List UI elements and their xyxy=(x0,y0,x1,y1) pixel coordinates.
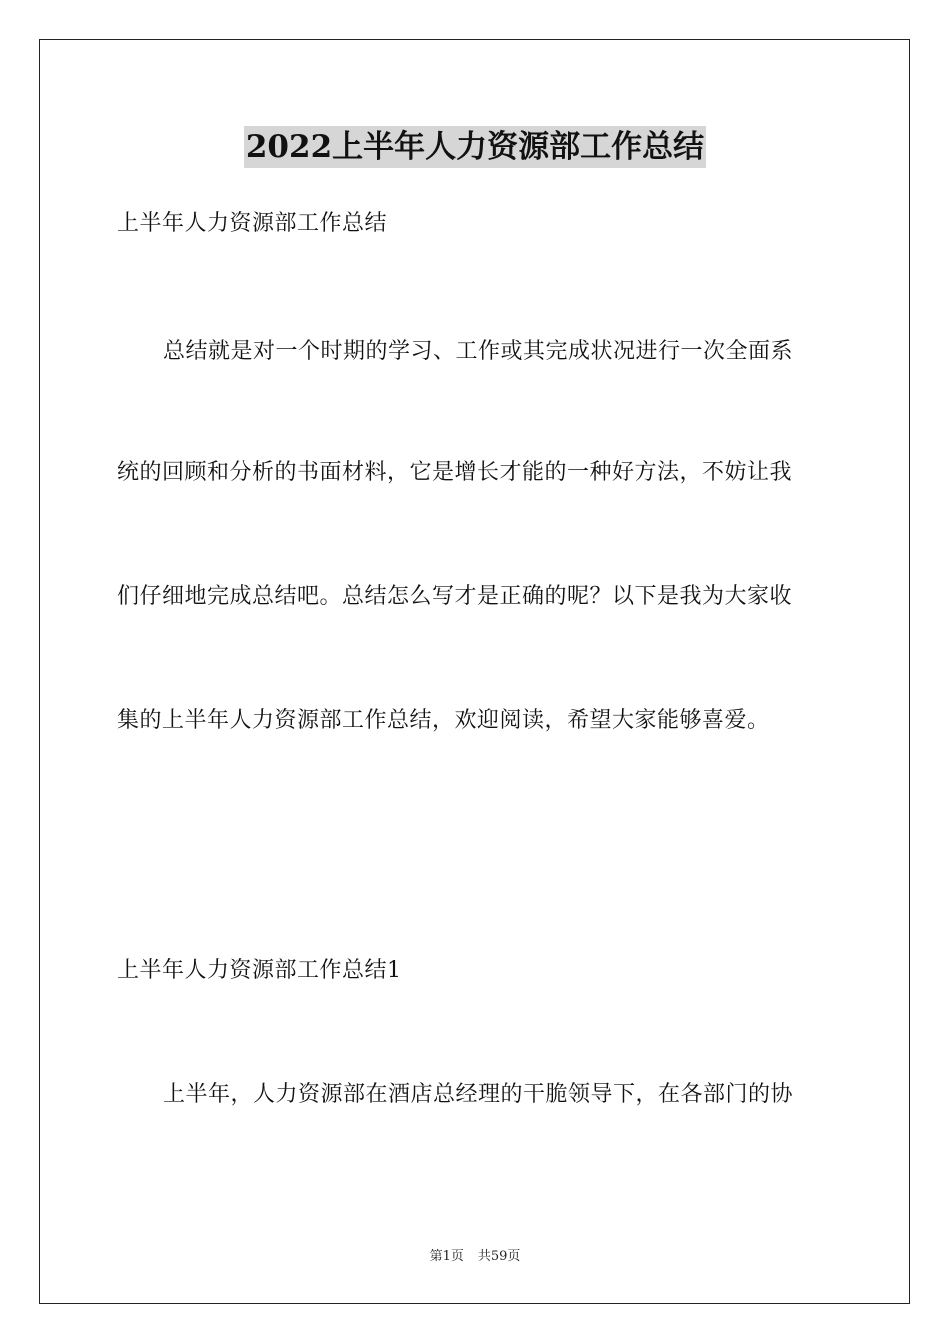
section-heading: 上半年人力资源部工作总结1 xyxy=(117,958,402,983)
intro-line-3: 们仔细地完成总结吧。总结怎么写才是正确的呢？以下是我为大家收 xyxy=(117,584,793,609)
title-container xyxy=(0,126,950,168)
section-line-1: 上半年，人力资源部在酒店总经理的干脆领导下，在各部门的协 xyxy=(163,1082,794,1107)
page-number: 第1页 xyxy=(429,1249,464,1264)
intro-line-1: 总结就是对一个时期的学习、工作或其完成状况进行一次全面系 xyxy=(163,339,794,364)
document-subtitle: 上半年人力资源部工作总结 xyxy=(117,211,388,236)
page-total: 共59页 xyxy=(477,1249,521,1264)
intro-line-2: 统的回顾和分析的书面材料，它是增长才能的一种好方法，不妨让我 xyxy=(117,460,793,485)
page-footer xyxy=(0,1248,950,1266)
intro-line-4: 集的上半年人力资源部工作总结，欢迎阅读，希望大家能够喜爱。 xyxy=(117,708,770,733)
document-title: 2022上半年人力资源部工作总结 xyxy=(244,126,706,168)
